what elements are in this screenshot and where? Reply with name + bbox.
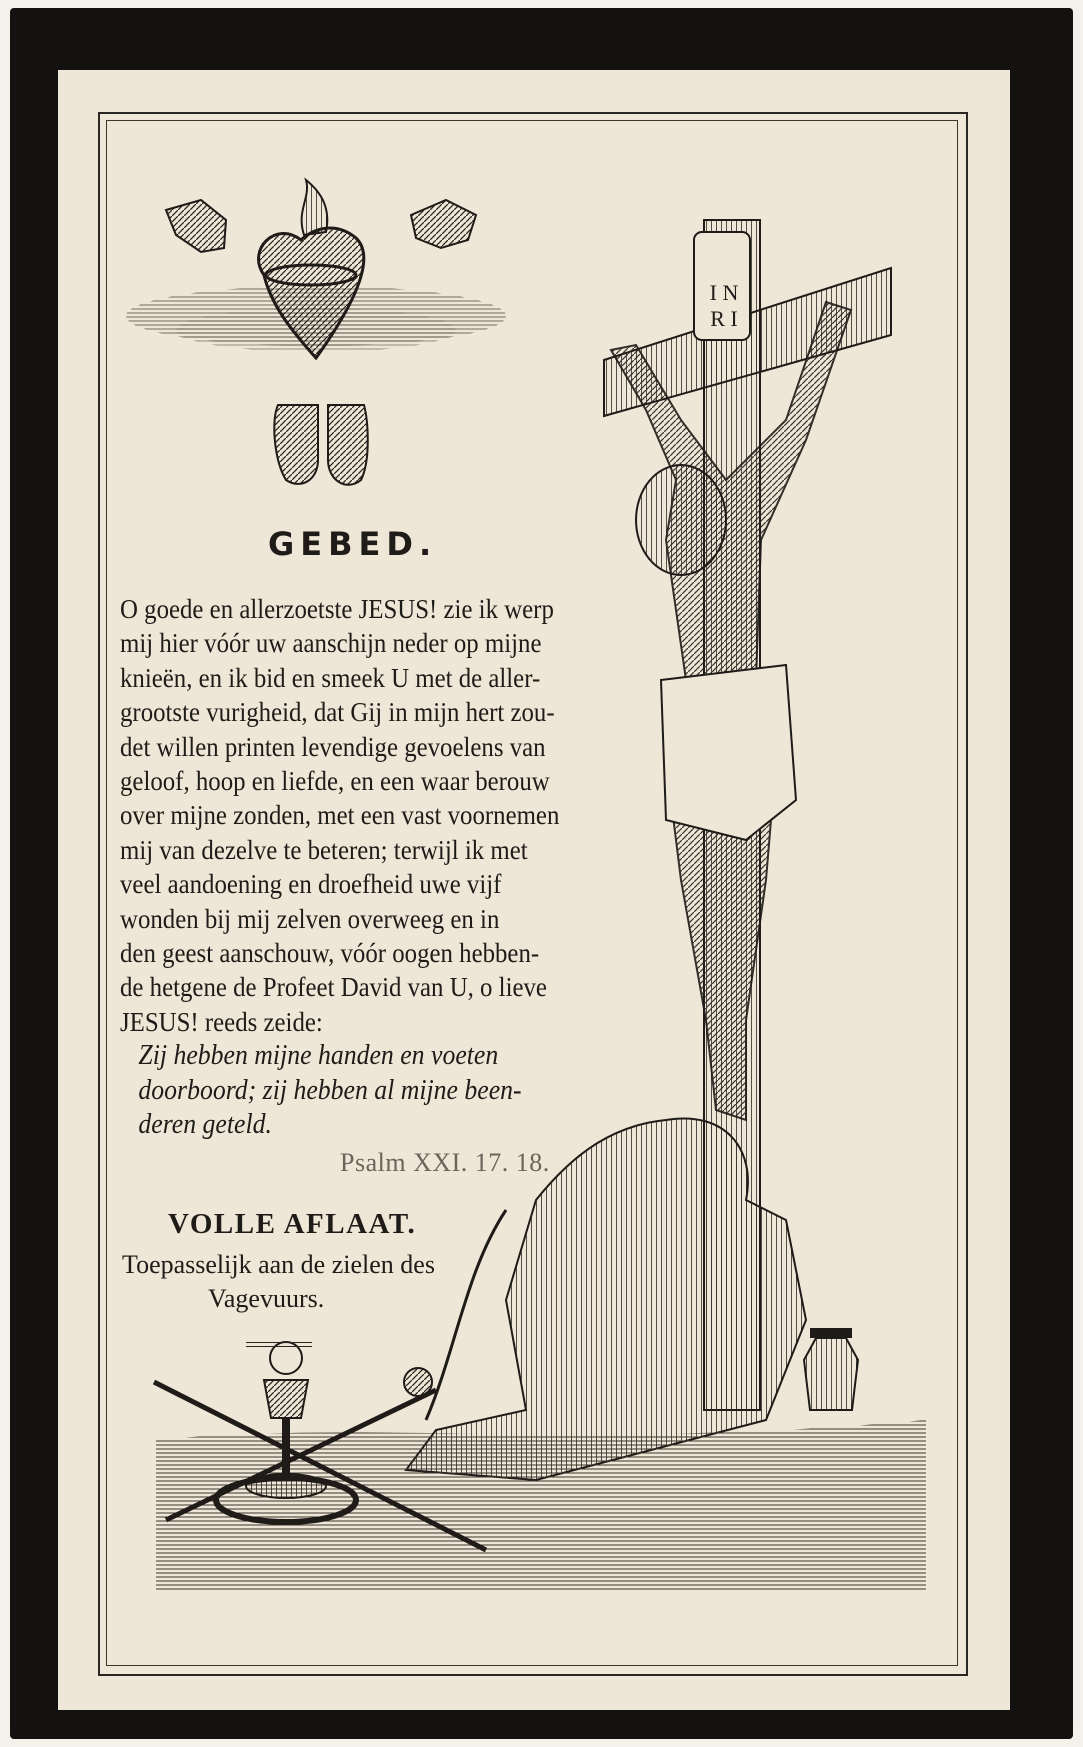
- memorial-card-border: [10, 8, 1073, 1739]
- prayer-line: JESUS! reeds zeide:: [120, 1006, 323, 1037]
- prayer-line: veel aandoening en droefheid uwe vijf: [120, 869, 502, 900]
- prayer-line: mij hier vóór uw aanschijn neder op mijne: [120, 628, 542, 659]
- divider-rule: [246, 1342, 312, 1347]
- prayer-line: mij van dezelve te beteren; terwijl ik met: [120, 834, 528, 865]
- prayer-line: geloof, hoop en liefde, en een waar berouw: [120, 766, 550, 797]
- wounded-foot-icon: [274, 405, 367, 485]
- indulgence-title: VOLLE AFLAAT.: [168, 1208, 417, 1240]
- prayer-line: det willen printen levendige gevoelens van: [120, 731, 546, 762]
- urn-icon: [804, 1328, 858, 1410]
- prayer-line: O goede en allerzoetste JESUS! zie ik werp: [120, 594, 554, 624]
- psalm-reference: Psalm XXI. 17. 18.: [340, 1148, 550, 1177]
- prayer-text: [120, 592, 620, 1143]
- prayer-line: den geest aanschouw, vóór oogen hebben-: [120, 938, 540, 969]
- indulgence-text-line-1: Toepasselijk aan de zielen des: [122, 1250, 435, 1279]
- quote-line: doorboord; zij hebben al mijne been-: [138, 1074, 522, 1106]
- prayer-title: GEBED.: [268, 525, 438, 563]
- titulus-text: I N R I: [709, 280, 739, 331]
- prayer-line: de hetgene de Profeet David van U, o lieve: [120, 972, 547, 1003]
- ground: [156, 1420, 926, 1590]
- indulgence-text-line-2: Vagevuurs.: [208, 1284, 325, 1313]
- prayer-line: wonden bij mij zelven overweeg en in: [120, 903, 500, 934]
- prayer-line: over mijne zonden, met een vast voornemen: [120, 800, 560, 831]
- prayer-line: grootste vurigheid, dat Gij in mijn hert zou-: [120, 697, 555, 728]
- quote-line: deren geteld.: [138, 1109, 272, 1141]
- quote-line: Zij hebben mijne handen en voeten: [138, 1040, 499, 1072]
- sacred-heart-group: [126, 180, 506, 485]
- prayer-line: knieën, en ik bid en smeek U met de aller-: [120, 662, 541, 693]
- memorial-card-paper: [58, 70, 1010, 1710]
